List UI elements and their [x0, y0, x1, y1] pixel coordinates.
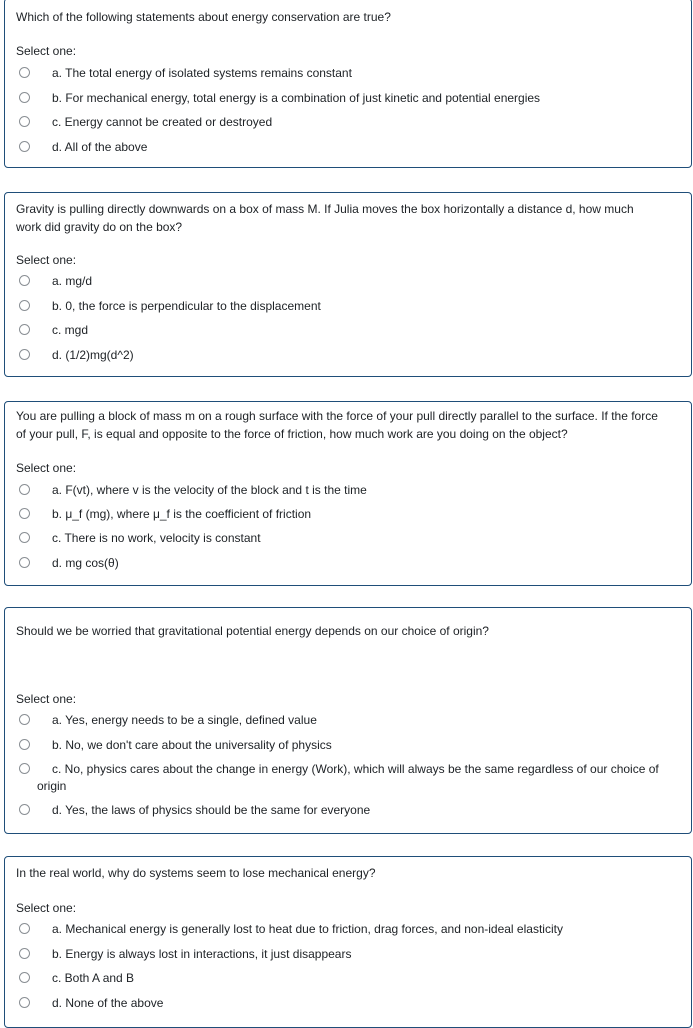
- radio-button[interactable]: [19, 349, 30, 360]
- option-label: a. mg/d: [52, 274, 93, 288]
- radio-button[interactable]: [19, 532, 30, 543]
- option-label: a. F(vt), where v is the velocity of the block and t is the time: [52, 483, 367, 497]
- radio-button[interactable]: [19, 557, 30, 568]
- question-card-4: [4, 607, 692, 834]
- question-text: Gravity is pulling directly downwards on a box of mass M. If Julia moves the box horizontally a distance d, how much work did gravity do on the box?: [16, 202, 634, 234]
- option-label: d. Yes, the laws of physics should be the same for everyone: [52, 803, 371, 817]
- option-label: b. No, we don't care about the universality of physics: [52, 738, 332, 752]
- question-text: Which of the following statements about energy conservation are true?: [16, 10, 391, 24]
- option-label: c. There is no work, velocity is constant: [52, 531, 261, 545]
- radio-button[interactable]: [19, 508, 30, 519]
- question-text: In the real world, why do systems seem to lose mechanical energy?: [16, 866, 376, 880]
- radio-button[interactable]: [19, 116, 30, 127]
- radio-button[interactable]: [19, 739, 30, 750]
- radio-button[interactable]: [19, 67, 30, 78]
- option-label: a. Yes, energy needs to be a single, defined value: [52, 713, 317, 727]
- question-card-5: [4, 856, 692, 1028]
- option-label: a. The total energy of isolated systems remains constant: [52, 66, 352, 80]
- option-label: d. mg cos(θ): [52, 556, 119, 570]
- option-label: d. (1/2)mg(d^2): [52, 348, 134, 362]
- radio-button[interactable]: [19, 324, 30, 335]
- radio-button[interactable]: [19, 484, 30, 495]
- option-label: b. 0, the force is perpendicular to the displacement: [52, 299, 321, 313]
- radio-button[interactable]: [19, 275, 30, 286]
- radio-button[interactable]: [19, 141, 30, 152]
- select-one-label: Select one:: [16, 253, 77, 267]
- select-one-label: Select one:: [16, 461, 77, 475]
- radio-button[interactable]: [19, 972, 30, 983]
- radio-button[interactable]: [19, 997, 30, 1008]
- question-card-2: [4, 192, 692, 377]
- option-label: b. For mechanical energy, total energy is a combination of just kinetic and potential energies: [52, 91, 541, 105]
- question-card-3: [4, 401, 692, 586]
- option-label: c. No, physics cares about the change in energy (Work), which will always be the same regardless of our choice of origin: [37, 762, 659, 793]
- option-label: a. Mechanical energy is generally lost to heat due to friction, drag forces, and non-ideal elasticity: [52, 922, 563, 936]
- option-label: d. None of the above: [52, 996, 164, 1010]
- radio-button[interactable]: [19, 923, 30, 934]
- option-label: b. Energy is always lost in interactions, it just disappears: [52, 947, 352, 961]
- select-one-label: Select one:: [16, 44, 77, 58]
- select-one-label: Select one:: [16, 901, 77, 915]
- select-one-label: Select one:: [16, 692, 77, 706]
- question-text: You are pulling a block of mass m on a rough surface with the force of your pull directly parallel to the surface. If the force of your pull, F, is equal and opposite to the force of friction, how much work are you doing on the object?: [16, 409, 658, 441]
- radio-button[interactable]: [19, 804, 30, 815]
- radio-button[interactable]: [19, 763, 30, 774]
- option-label: d. All of the above: [52, 140, 148, 154]
- radio-button[interactable]: [19, 300, 30, 311]
- radio-button[interactable]: [19, 948, 30, 959]
- question-text: Should we be worried that gravitational potential energy depends on our choice of origin?: [16, 624, 489, 638]
- radio-button[interactable]: [19, 92, 30, 103]
- radio-button[interactable]: [19, 714, 30, 725]
- option-label: c. Both A and B: [52, 971, 135, 985]
- option-label: c. Energy cannot be created or destroyed: [52, 115, 273, 129]
- option-label: c. mgd: [52, 323, 89, 337]
- question-card-1: [4, 0, 692, 168]
- option-label: b. μ_f (mg), where μ_f is the coefficient of friction: [52, 507, 312, 521]
